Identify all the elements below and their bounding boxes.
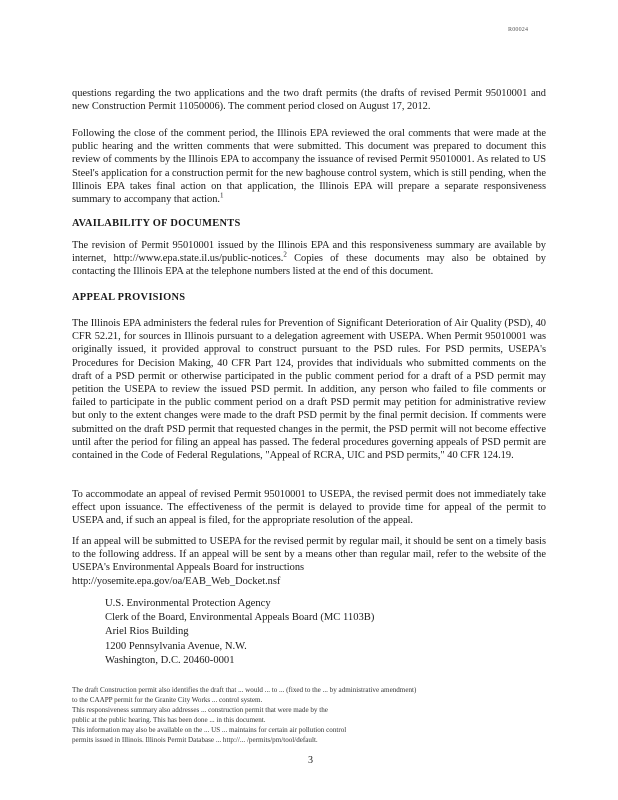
footnote-line: This information may also be available on the ... US ... maintains for certain air pollution control (72, 726, 347, 735)
paragraph-psd-rules: The Illinois EPA administers the federal rules for Prevention of Significant Deterioration of Air Quality (PSD), 40 CFR 52.21, for sources in Illinois pursuant to a delegation agreement with USEPA. When Permit 95010001 was originally issued, it provided approval to construct pursuant to the PSD rules. For PSD permits, USEPA's Procedures for Decision Making, 40 CFR Part 124, provides that individuals who submitted comments on the draft of a PSD permit or otherwise participated in the public comment period for a draft of a PSD permit may petition the USEPA to review the issued PSD permit. In addition, any person who failed to file comments or failed to participate in the public comment period on a draft PSD permit may petition for administrative review but only to the extent changes were made to the draft PSD permit by the final permit decision. If comments were submitted on the draft PSD permit that requested changes in the permit, the PSD permit will not become effective until after the period for filing an appeal has passed. The federal procedures governing appeals of PSD permit are contained in the Code of Federal Regulations, "Appeal of RCRA, UIC and PSD permits," 40 CFR 124.19. (72, 318, 546, 462)
address-line-building: Ariel Rios Building (105, 626, 189, 638)
footnotes (72, 685, 550, 746)
paragraph-availability (72, 239, 546, 279)
heading-appeal-provisions: APPEAL PROVISIONS (72, 292, 186, 303)
footnote-line: permits issued in Illinois. Illinois Permit Database ... http://... /permits/pm/tool/default. (72, 736, 318, 745)
mailing-address (105, 597, 374, 668)
page-id-stamp: R00024 (508, 27, 529, 33)
paragraph-review-of-comments (72, 127, 546, 206)
address-line-city: Washington, D.C. 20460-0001 (105, 654, 235, 666)
address-line-clerk: Clerk of the Board, Environmental Appeals Board (MC 1103B) (105, 612, 375, 624)
eab-docket-link[interactable]: http://yosemite.epa.gov/oa/EAB_Web_Docket.nsf (72, 575, 281, 587)
paragraph-effectiveness: To accommodate an appeal of revised Permit 95010001 to USEPA, the revised permit does not immediately take effect upon issuance. The effectiveness of the permit is delayed to provide time for appeal of the permit to USEPA and, if such an appeal is filed, for the appropriate resolution of the appeal. (72, 489, 546, 527)
address-line-street: 1200 Pennsylvania Avenue, N.W. (105, 640, 247, 652)
footnote-line: This responsiveness summary also addresses ... construction permit that were made by the (72, 706, 328, 715)
page-number: 3 (308, 755, 313, 766)
heading-availability: AVAILABILITY OF DOCUMENTS (72, 218, 241, 229)
footnote-line: to the CAAPP permit for the Granite City Works ... control system. (72, 696, 263, 705)
footnote-ref-2: 2 (283, 250, 287, 259)
paragraph-appeal-mail (72, 535, 546, 588)
paragraph-comment-period: questions regarding the two applications and the two draft permits (the drafts of revised Permit 95010001 and new Construction Permit 11050006). The comment period closed on August 17, 2012. (72, 88, 546, 113)
footnote-line: The draft Construction permit also identifies the draft that ... would ... to ... (fixed to the ... by administrative amendment) (72, 686, 417, 694)
availability-text-a: The revision of Permit 95010001 issued by the Illinois EPA and this responsiveness summary are available by internet, http://www.epa.state.il.us/public-notices. (72, 240, 546, 265)
appeal-mail-text: If an appeal will be submitted to USEPA for the revised permit by regular mail, it should be sent on a timely basis to the following address. If an appeal will be sent by a means other than regular mail, refer to the website of the USEPA's Environmental Appeals Board for instructions (72, 536, 546, 574)
footnote-line: public at the public hearing. This has been done ... in this document. (72, 716, 266, 725)
footnote-ref-1: 1 (220, 191, 224, 200)
availability-text-b: Copies of these documents may also be obtained by contacting the Illinois EPA at the telephone numbers listed at the end of this document. (72, 253, 546, 278)
address-line-agency: U.S. Environmental Protection Agency (105, 598, 271, 609)
paragraph-review-text: Following the close of the comment period, the Illinois EPA reviewed the oral comments that were made at the public hearing and the written comments that were submitted. This document was prepared to document this review of comments by the Illinois EPA to accompany the issuance of revised Permit 95010001. As related to US Steel's application for a construction permit for the new baghouse control system, which is still pending, when the Illinois EPA takes final action on that application, the Illinois EPA will prepare a separate responsiveness summary to accompany that action. (72, 128, 546, 206)
